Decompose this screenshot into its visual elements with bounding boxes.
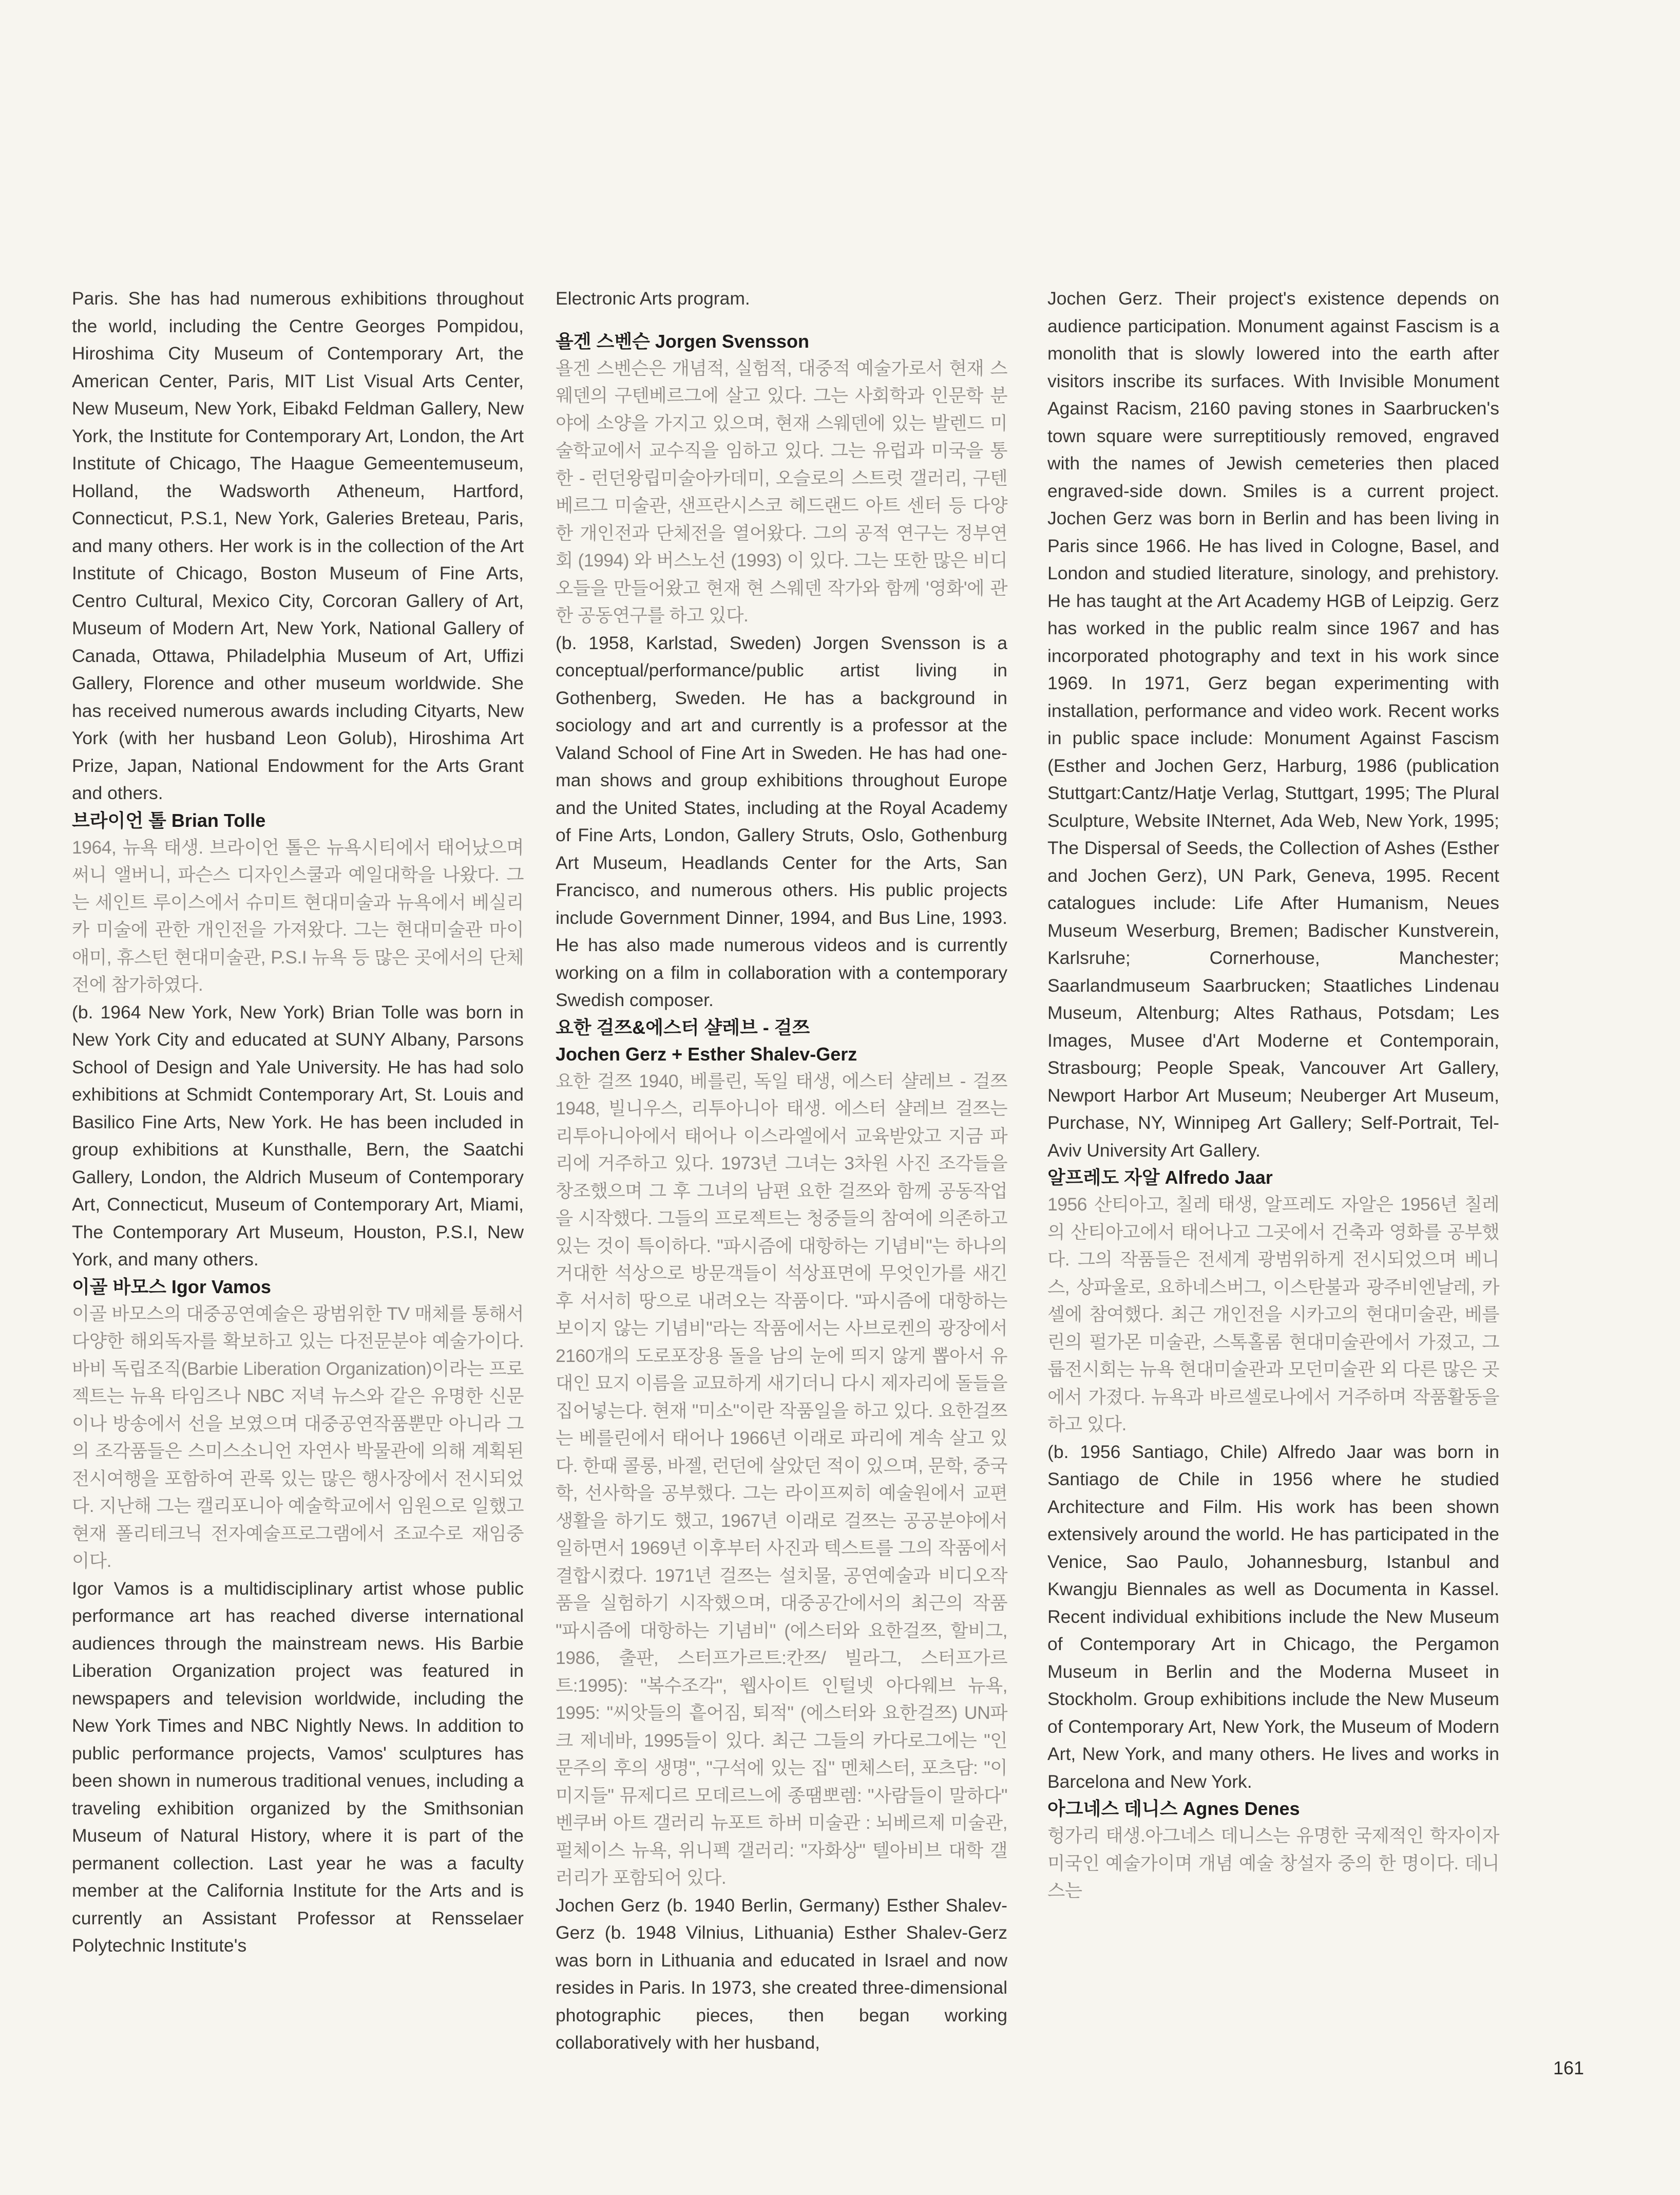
artist-bio-korean: 1964, 뉴욕 태생. 브라이언 톨은 뉴욕시티에서 태어났으며 써니 앨버니, 파슨스 디자인스쿨과 예일대학을 나왔다. 그는 세인트 루이스에서 슈미트 현대미술과 뉴욕에서 베실리카 미술에 관한 개인전을 가져왔다. 그는 현대미술관 마이애미, 휴스턴 현대미술관, P.S.I 뉴욕 등 많은 곳에서의 단체전에 참가하였다. bbox=[72, 837, 524, 995]
paragraph-continued: Jochen Gerz. Their project's existence depends on audience participation. Monument against Fascism is a monolith that is slowly lowered into the earth after visitors inscribe its surfaces. With Invisible Monument Against Racism, 2160 paving stones in Saarbrucken's town square were surreptitiously removed, engraved with the names of Jewish cemeteries then placed engraved-side down. Smiles is a current project. Jochen Gerz was born in Berlin and has been living in Paris since 1966. He has lived in Cologne, Basel, and London and studied literature, sinology, and prehistory. He has taught at the Art Academy HGB of Leipzig. Gerz has worked in the public realm since 1967 and has incorporated photography and text in his work since 1969. In 1971, Gerz began experimenting with installation, performance and video work. Recent works in public space include: Monument Against Fascism (Esther and Jochen Gerz, Harburg, 1986 (publication Stuttgart:Cantz/Hatje Verlag, Stuttgart, 1995; The Plural Sculpture, Website INternet, Ada Web, New York, 1995; The Dispersal of Seeds, the Collection of Ashes (Esther and Jochen Gerz), UN Park, Geneva, 1995. Recent catalogues include: Life After Humanism, Neues Museum Weserburg, Bremen; Badischer Kunstverein, Karlsruhe; Cornerhouse, Manchester; Saarlandmuseum Saarbrucken; Staatliches Lindenau Museum, Altenburg; Altes Rathaus, Potsdam; Les Images, Musee d'Art Moderne et Contemporain, Strasbourg; People Speak, Vancouver Art Gallery, Newport Harbor Art Museum; Neuberger Art Museum, Purchase, NY, Winnipeg Art Gallery; Self-Portrait, Tel-Aviv University Art Gallery. bbox=[1047, 288, 1499, 1161]
text-column-middle bbox=[556, 285, 1007, 2057]
artist-bio-english: (b. 1964 New York, New York) Brian Tolle was born in New York City and educated at SUNY Albany, Parsons School of Design and Yale University. He has had solo exhibitions at Schmidt Contemporary Art, St. Louis and Basilico Fine Arts, New York. He has been included in group exhibitions at Kunsthalle, Bern, the Saatchi Gallery, London, the Aldrich Museum of Contemporary Art, Connecticut, Museum of Contemporary Art, Miami, The Contemporary Art Museum, Houston, P.S.I, New York, and many others. bbox=[72, 1001, 524, 1270]
artist-bio-english: (b. 1956 Santiago, Chile) Alfredo Jaar was born in Santiago de Chile in 1956 where he studied Architecture and Film. His work has been shown extensively around the world. He has participated in the Venice, Sao Paulo, Johannesburg, Istanbul and Kwangju Biennales as well as Documenta in Kassel. Recent individual exhibitions include the New Museum of Contemporary Art in Chicago, the Pergamon Museum in Berlin and the Moderna Museet in Stockholm. Group exhibitions include the New Museum of Contemporary Art, New York, the Museum of Modern Art, New York, and many others. He lives and works in Barcelona and New York. bbox=[1047, 1441, 1499, 1792]
artist-heading-jorgen-svensson: 욜겐 스벤슨 Jorgen Svensson bbox=[556, 330, 809, 352]
page-number: 161 bbox=[1553, 2057, 1584, 2078]
artist-heading-alfredo-jaar: 알프레도 자알 Alfredo Jaar bbox=[1047, 1167, 1273, 1188]
text-column-right bbox=[1047, 285, 1499, 1905]
artist-bio-english: Jochen Gerz (b. 1940 Berlin, Germany) Esther Shalev-Gerz (b. 1948 Vilnius, Lithuania) Esther Shalev-Gerz was born in Lithuania and educated in Israel and now resides in Paris. In 1973, she created three-dimensional photographic pieces, then began working collaboratively with her husband, bbox=[556, 1895, 1007, 2053]
artist-heading-agnes-denes: 아그네스 데니스 Agnes Denes bbox=[1047, 1798, 1300, 1819]
artist-heading-brian-tolle: 브라이언 톨 Brian Tolle bbox=[72, 809, 266, 831]
artist-bio-english: Igor Vamos is a multidisciplinary artist whose public performance art has reached diverse international audiences through the mainstream news. His Barbie Liberation Organization project was featured in newspapers and television worldwide, including the New York Times and NBC Nightly News. In addition to public performance projects, Vamos' sculptures has been shown in numerous traditional venues, including a traveling exhibition organized by the Smithsonian Museum of Natural History, where it is part of the permanent collection. Last year he was a faculty member at the California Institute for the Arts and is currently an Assistant Professor at Rensselaer Polytechnic Institute's bbox=[72, 1578, 524, 1956]
paragraph-continued: Electronic Arts program. bbox=[556, 288, 750, 309]
artist-heading-igor-vamos: 이골 바모스 Igor Vamos bbox=[72, 1276, 271, 1297]
artist-bio-korean: 욜겐 스벤슨은 개념적, 실험적, 대중적 예술가로서 현재 스웨덴의 구텐베르그에 살고 있다. 그는 사회학과 인문학 분야에 소양을 가지고 있으며, 현재 스웨덴에 있는 발렌드 미술학교에서 교수직을 임하고 있다. 그는 유럽과 미국을 통한 - 런던왕립미술아카데미, 오슬로의 스트럿 갤러리, 구텐베르그 미술관, 샌프란시스코 헤드랜드 아트 센터 등 다양한 개인전과 단체전을 열어왔다. 그의 공적 연구는 정부연회 (1994) 와 버스노선 (1993) 이 있다. 그는 또한 많은 비디오들을 만들어왔고 현재 현 스웨덴 작가와 함께 '영화'에 관한 공동연구를 하고 있다. bbox=[556, 357, 1007, 626]
artist-heading-gerz-english: Jochen Gerz + Esther Shalev-Gerz bbox=[556, 1043, 857, 1065]
artist-bio-korean: 이골 바모스의 대중공연예술은 광범위한 TV 매체를 통해서 다양한 해외독자를 확보하고 있는 다전문분야 예술가이다. 바비 독립조직(Barbie Liberation Organization)이라는 프로젝트는 뉴욕 타임즈나 NBC 저녁 뉴스와 같은 유명한 신문이나 방송에서 선을 보였으며 대중공연작품뿐만 아니라 그의 조각품들은 스미스소니언 자연사 박물관에 의해 계획된 전시여행을 포함하여 관록 있는 많은 행사장에서 전시되었다. 지난해 그는 캘리포니아 예술학교에서 임원으로 일했고 현재 폴리테크닉 전자예술프로그램에서 조교수로 재임중이다. bbox=[72, 1303, 524, 1571]
artist-bio-korean: 1956 산티아고, 칠레 태생, 알프레도 자알은 1956년 칠레의 산티아고에서 태어나고 그곳에서 건축과 영화를 공부했다. 그의 작품들은 전세계 광범위하게 전시되었으며 베니스, 상파울로, 요하네스버그, 이스탄불과 광주비엔날레, 카셀에 참여했다. 최근 개인전을 시카고의 현대미술관, 베를린의 펄가몬 미술관, 스톡홀롬 현대미술관에서 가졌고, 그룹전시회는 뉴욕 현대미술관과 모던미술관 외 다른 많은 곳에서 가졌다. 뉴욕과 바르셀로나에서 거주하며 작품활동을 하고 있다. bbox=[1047, 1194, 1499, 1434]
artist-bio-english: (b. 1958, Karlstad, Sweden) Jorgen Svensson is a conceptual/performance/public artist living in Gothenberg, Sweden. He has a background in sociology and art and currently is a professor at the Valand School of Fine Art in Sweden. He has had one-man shows and group exhibitions throughout Europe and the United States, including at the Royal Academy of Fine Arts, London, Gallery Struts, Oslo, Gothenburg Art Museum, Headlands Center for the Arts, San Francisco, and numerous others. His public projects include Government Dinner, 1994, and Bus Line, 1993. He has also made numerous videos and is currently working on a film in collaboration with a contemporary Swedish composer. bbox=[556, 632, 1007, 1010]
artist-heading-gerz-korean: 요한 걸쯔&에스터 샬레브 - 걸쯔 bbox=[556, 1016, 810, 1038]
artist-bio-korean: 헝가리 태생.아그네스 데니스는 유명한 국제적인 학자이자 미국인 예술가이며 개념 예술 창설자 중의 한 명이다. 데니스는 bbox=[1047, 1825, 1499, 1901]
paragraph-continued: Paris. She has had numerous exhibitions throughout the world, including the Centre Georges Pompidou, Hiroshima City Museum of Contemporary Art, the American Center, Paris, MIT List Visual Arts Center, New Museum, New York, Eibakd Feldman Gallery, New York, the Institute for Contemporary Art, London, the Art Institute of Chicago, The Haague Gemeentemuseum, Holland, the Wadsworth Atheneum, Hartford, Connecticut, P.S.1, New York, Galeries Breteau, Paris, and many others. Her work is in the collection of the Art Institute of Chicago, Boston Museum of Fine Arts, Centro Cultural, Mexico City, Corcoran Gallery of Art, Museum of Modern Art, New York, National Gallery of Canada, Ottawa, Philadelphia Museum of Art, Uffizi Gallery, Florence and other museum worldwide. She has received numerous awards including Cityarts, New York (with her husband Leon Golub), Hiroshima Art Prize, Japan, National Endowment for the Arts Grant and others. bbox=[72, 288, 524, 803]
artist-bio-korean: 요한 걸쯔 1940, 베를린, 독일 태생, 에스터 샬레브 - 걸쯔 1948, 빌니우스, 리투아니아 태생. 에스터 샬레브 걸쯔는 리투아니아에서 태어나 이스라엘에서 교육받았고 지금 파리에 거주하고 있다. 1973년 그녀는 3차원 사진 조각들을 창조했으며 그 후 그녀의 남편 요한 걸쯔와 함께 공동작업을 시작했다. 그들의 프로젝트는 청중들의 참여에 의존하고 있는 것이 특이하다. "파시즘에 대항하는 기념비"는 하나의 거대한 석상으로 방문객들이 석상표면에 무엇인가를 새긴 후 서서히 땅으로 내려오는 작품이다. "파시즘에 대항하는 보이지 않는 기념비"라는 작품에서는 사브로켄의 광장에서 2160개의 도로포장용 돌을 남의 눈에 띄지 않게 뽑아서 유대인 묘지 이름을 교묘하게 새기더니 다시 제자리에 돌들을 집어넣는다. 현재 "미소"이란 작품일을 하고 있다. 요한걸쯔는 베를린에서 태어나 1966년 이래로 파리에 계속 살고 있다. 한때 콜롱, 바젤, 런던에 살았던 적이 있으며, 문학, 중국학, 선사학을 공부했다. 그는 라이프찌히 예술원에서 교편생활을 하기도 했고, 1967년 이래로 걸쯔는 공공분야에서 일하면서 1969년 이후부터 사진과 텍스트를 그의 작품에서 결합시켰다. 1971년 걸쯔는 설치물, 공연예술과 비디오작품을 실험하기 시작했으며, 대중공간에서의 최근의 작품 "파시즘에 대항하는 기념비" (에스터와 요한걸쯔, 할비그, 1986, 출판, 스터프가르트:칸쯔/ 빌라그, 스터프가르트:1995): "복수조각", 웹사이트 인털넷 아다웨브 뉴욕, 1995: "씨앗들의 흩어짐, 퇴적" (에스터와 요한걸쯔) UN파크 제네바, 1995들이 있다. 최근 그들의 카다로그에는 "인문주의 후의 생명", "구석에 있는 집" 멘체스터, 포츠담: "이미지들" 뮤제디르 모데르느에 종땜뽀렘: "사람들이 말하다" 벤쿠버 아트 갤러리 뉴포트 하버 미술관 : 뇌베르제 미술관, 펄체이스 뉴욕, 위니펙 갤러리: "자화상" 텔아비브 대학 갤러리가 포함되어 있다. bbox=[556, 1070, 1007, 1888]
text-column-left bbox=[72, 285, 524, 1960]
